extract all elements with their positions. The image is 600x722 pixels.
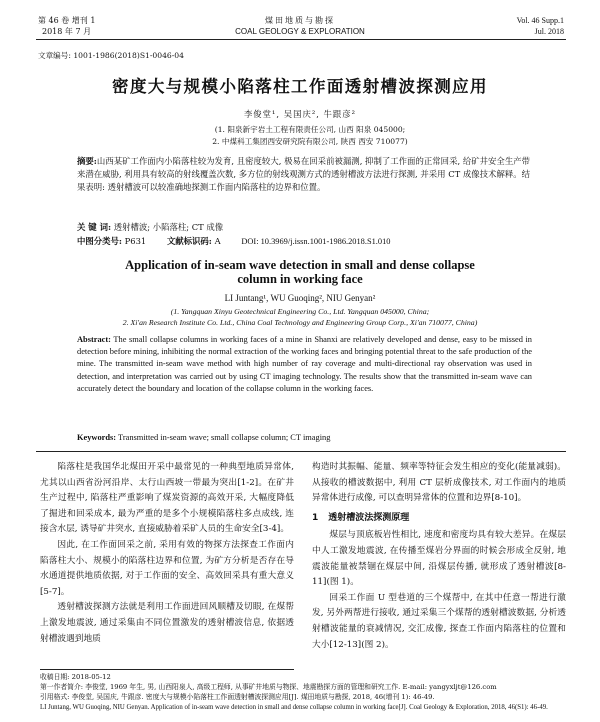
authors-cn: 李俊堂¹, 吴国庆², 牛跟彦² bbox=[243, 109, 357, 119]
footnote bbox=[40, 672, 566, 713]
affiliation-en-2: 2. Xi'an Research Institute Co. Ltd., China Coal Technology and Engineering Group Corp., Xi'an 710077, China) bbox=[122, 318, 478, 327]
affiliation-cn-2: 2. 中煤科工集团西安研究院有限公司, 陕西 西安 710077) bbox=[212, 137, 408, 146]
article-number: 文章编号: 1001-1986(2018)S1-0046-04 bbox=[38, 51, 184, 60]
footnote-rule bbox=[40, 669, 294, 670]
keywords-cn bbox=[77, 221, 530, 234]
title-en: Application of in-seam wave detection in small and dense collapse column in working face bbox=[125, 258, 475, 286]
abstract-en-text: The small collapse columns in working faces of a mine in Shanxi are relatively developed and dense, easy to be missed in detection before mining, inhibiting the normal extraction of the working faces and bringing potential threat to the safe production of the mine. The transmitted in-seam wave method with high number of ray coverage and multi-directional ray observation was used in detection, and interpretation was carried out by using CT imaging technology. The results show that the transmitted in-seam wave can accurately detect the boundary and location of the collapse column in the working faces. bbox=[77, 335, 532, 393]
section-title: 透射槽波法探测原理 bbox=[328, 512, 410, 523]
journal-volume-en: Vol. 46 Supp.1 bbox=[516, 16, 564, 25]
author-bio: 第一作者简介: 李俊堂, 1969 年生, 男, 山西阳泉人, 高级工程师, 从事矿井地质与物探、地震勘探方面的管理和研究工作. E-mail: yangyxljt@126.com bbox=[40, 683, 497, 692]
doi: DOI: 10.3969/j.issn.1001-1986.2018.S1.010 bbox=[241, 237, 391, 246]
affiliation-en-1: (1. Yangquan Xinyu Geotechnical Engineering Co., Ltd. Yangquan 045000, China; bbox=[170, 307, 430, 316]
body-left-column bbox=[40, 460, 294, 647]
header-rule bbox=[36, 39, 566, 40]
received-date: 收稿日期: 2018-05-12 bbox=[40, 673, 111, 681]
citation-cn: 引用格式: 李俊堂, 吴国庆, 牛跟彦. 密度大与规模小陷落柱工作面透射槽波探测应用[J]. 煤田地质与勘探, 2018, 46(增刊 1): 46-49. bbox=[40, 693, 435, 702]
journal-name-cn: 煤田地质与勘探 bbox=[265, 16, 335, 25]
keywords-en bbox=[77, 432, 532, 444]
doc-code-label: 文献标识码: bbox=[166, 236, 212, 246]
authors-en: LI Juntang¹, WU Guoqing², NIU Genyan² bbox=[224, 293, 376, 303]
keywords-cn-label: 关 键 词: bbox=[77, 222, 112, 232]
clc-label: 中图分类号: bbox=[77, 236, 122, 246]
journal-date-cn: 2018 年 7 月 bbox=[42, 27, 92, 36]
body-paragraph: 陷落柱是我国华北煤田开采中最常见的一种典型地质异常体, 尤其以山西省汾河沿岸、太行山西坡一带最为突出[1-2]。在矿井生产过程中, 陷落柱严重影响了煤炭资源的高效开采, 大幅度降低了掘进和回采成本, 最为严重的是多个小规模陷落柱多点成线, 连接含水层, 诱导矿井突水, 直接威胁着采矿人员的生命安全[3-4]。 bbox=[40, 462, 294, 535]
journal-volume-cn: 第 46 卷 增刊 1 bbox=[38, 16, 96, 25]
body-paragraph: 回采工作面 U 型巷道的三个煤帮中, 在其中任意一帮进行激发, 另外两帮进行接收, 通过采集三个煤帮的透射槽波数据, 分析透射槽波能量的衰减情况, 交汇成像, 探查工作面内陷落柱的位置和大小[12-13](图 2)。 bbox=[312, 592, 566, 650]
section-heading bbox=[312, 511, 566, 527]
keywords-en-text: Transmitted in-seam wave; small collapse column; CT imaging bbox=[118, 433, 331, 442]
journal-name-en: COAL GEOLOGY & EXPLORATION bbox=[235, 27, 365, 36]
keywords-en-label: Keywords: bbox=[77, 433, 117, 442]
section-number: 1 bbox=[312, 512, 319, 523]
journal-date-en: Jul. 2018 bbox=[534, 27, 564, 36]
abstract-cn-label: 摘要: bbox=[77, 156, 97, 166]
abstract-en-label: Abstract: bbox=[77, 335, 111, 344]
title-cn: 密度大与规模小陷落柱工作面透射槽波探测应用 bbox=[112, 77, 488, 96]
body-right-column bbox=[312, 460, 566, 653]
abstract-en bbox=[77, 334, 532, 395]
classification-line bbox=[77, 235, 537, 248]
affiliation-cn-1: (1. 阳泉新宇岩土工程有限责任公司, 山西 阳泉 045000; bbox=[214, 125, 406, 134]
keywords-cn-text: 透射槽波; 小陷落柱; CT 成像 bbox=[113, 222, 224, 232]
abstract-rule bbox=[36, 451, 566, 452]
abstract-cn-text: 山西某矿工作面内小陷落柱较为发育, 且密度较大, 极易在回采前被漏测, 抑制了工作面的正常回采, 给矿井安全生产带来潜在威胁, 利用具有较高的射线覆盖次数, 多方位的射线观测方式的透射槽波方法进行探测, 并采用 CT 成像技术解释。结果表明: 透射槽波可以较准确地探测工作面内陷落柱的边界和位置。 bbox=[77, 156, 531, 192]
body-paragraph: 煤层与顶底板岩性相比, 速度和密度均具有较大差异。在煤层中人工激发地震波, 在传播至煤岩分界面的时候会形成全反射, 地震波能量被禁锢在煤层中间, 沿煤层传播, 就形成了透射槽波[8-11](图 1)。 bbox=[312, 530, 566, 588]
clc-value: P631 bbox=[124, 236, 147, 246]
body-paragraph: 因此, 在工作面回采之前, 采用有效的物探方法探查工作面内陷落柱大小、规模小的陷落柱边界和位置, 为矿方分析是否存在导水通道提供地质依据, 对于工作面的安全、高效回采具有重大意义[5-7]。 bbox=[40, 539, 294, 597]
citation-en: LI Juntang, WU Guoqing, NIU Genyan. Application of in-seam wave detection in small and dense collapse column in working face[J]. Coal Geology & Exploration, 2018, 46(S1): 46-49. bbox=[40, 703, 548, 711]
abstract-cn bbox=[77, 155, 530, 194]
body-paragraph: 构造时其振幅、能量、频率等特征会发生相应的变化(能量减弱)。从接收的槽波数据中, 利用 CT 层析成像技术, 对工作面内的地质异常体进行成像, 可以查明异常体的位置和边界[8-10]。 bbox=[312, 462, 566, 504]
doc-code-value: A bbox=[214, 236, 221, 246]
body-paragraph: 透射槽波探测方法就是利用工作面进回风顺槽及切眼, 在煤帮上激发地震波, 通过采集由不同位置激发的透射槽波信息, 依据透射槽波遇到地质 bbox=[40, 602, 294, 644]
